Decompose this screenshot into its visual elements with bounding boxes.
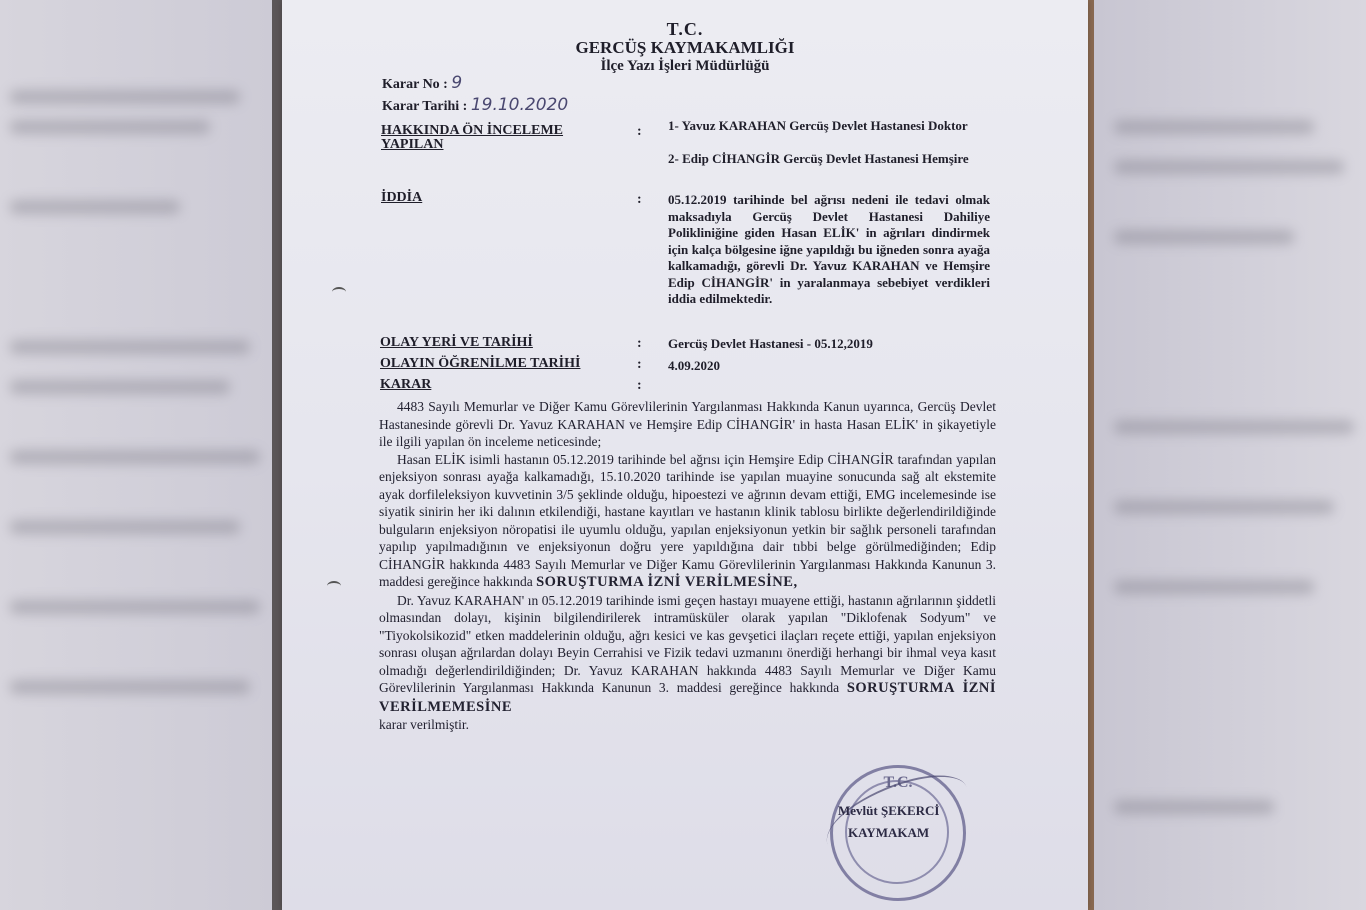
- iddia-value: 05.12.2019 tarihinde bel ağrısı nedeni ile tedavi olmak maksadıyla Gercüş Devlet Hastanesi Dahiliye Polikliniğine giden Hasan ELİK' in ağrıları dindirmek için kalça bölgesine iğne yapıldığı bu iğneden sonra ayağa kalkamadığı, görevli Dr. Yavuz KARAHAN ve Hemşire Edip CİHANGİR' in yaralanmaya sebebiyet verdikleri iddia edilmektedir.: [668, 192, 990, 306]
- hakkinda-label-1: HAKKINDA ÖN İNCELEME: [381, 123, 564, 138]
- stamp-tc-text: T.C.: [883, 774, 913, 791]
- karar-no-row: [382, 73, 462, 93]
- header-institution: GERCÜŞ KAYMAKAMLIĞI: [575, 38, 795, 57]
- signatory-name: Mevlüt ŞEKERCİ: [838, 803, 940, 818]
- blurred-background-left: [0, 0, 272, 910]
- colon: :: [637, 336, 642, 351]
- paragraph-2: [379, 451, 996, 592]
- karar-tarihi-label: Karar Tarihi :: [382, 99, 468, 114]
- karar-label: KARAR: [380, 377, 432, 392]
- paragraph-3-decision: SORUŞTURMA İZNİ VERİLMEMESİNE: [379, 680, 997, 715]
- paragraph-2-text: Hasan ELİK isimli hastanın 05.12.2019 tarihinde bel ağrısı için Hemşire Edip CİHANGİR tarafından yapılan enjeksiyon sonrası ayağa kalkamadığı, 15.10.2020 tarihinde ise yapılan muayine sonucunda sağ alt ekstemite ayak dorfileleksiyon kuvvetinin 3/5 şeklinde olduğu, hipoestezi ve ağrının devam ettiği, EMG incelemesinde ise siyatik sinirin her iki dalının etkilendiği, hastane kayıtları ve hastanın klinik tablosu birlikte değerlendirildiğinde bulguların enjeksiyon nöropatisi ile uyumlu olduğu, yapılan enjeksiyonun yetkin bir sağlık personeli tarafından yapılıp yapılmadığının ve enjeksiyonun doğru yere yapıldığına dair tıbbi belge görülmediğinden; Edip CİHANGİR hakkında 4483 Sayılı Memurlar ve Diğer Kamu Görevlilerinin Yargılanması Hakkında Kanunun 3. maddesi gereğince hakkında: [379, 451, 996, 589]
- colon: :: [637, 378, 642, 393]
- hakkinda-value-1: 1- Yavuz KARAHAN Gercüş Devlet Hastanesi Doktor: [668, 118, 968, 133]
- karar-tarihi-row: [382, 95, 568, 115]
- karar-tarihi-value: 19.10.2020: [470, 95, 569, 115]
- ogrenilme-value: 4.09.2020: [668, 358, 720, 373]
- punch-mark-icon: [332, 287, 346, 297]
- karar-no-label: Karar No :: [382, 77, 448, 92]
- colon: :: [637, 192, 642, 207]
- olay-yeri-value: Gercüş Devlet Hastanesi - 05.12,2019: [668, 336, 873, 351]
- ogrenilme-label: OLAYIN ÖĞRENİLME TARİHİ: [380, 356, 581, 371]
- signatory-title: KAYMAKAM: [848, 825, 930, 840]
- header-department: İlçe Yazı İşleri Müdürlüğü: [600, 58, 770, 74]
- paragraph-1: 4483 Sayılı Memurlar ve Diğer Kamu Görevlilerinin Yargılanması Hakkında Kanun uyarınca, Gercüş Devlet Hastanesinde görevli Dr. Yavuz KARAHAN ve Hemşire Edip CİHANGİR' in hasta Hasan ELİK' in şikayetiyle ile ilgili yapılan ön inceleme neticesinde;: [379, 399, 996, 449]
- colon: :: [637, 357, 642, 372]
- decision-body: [379, 398, 996, 734]
- paragraph-2-decision: SORUŞTURMA İZNİ VERİLMESİNE,: [536, 574, 798, 590]
- paragraph-3-text: Dr. Yavuz KARAHAN' ın 05.12.2019 tarihinde ismi geçen hastayı muayene ettiği, hastanın ağrılarının şiddetli olmasından dolayı, kişinin bilgilendirilerek intramüsküler olarak yapılan "Diklofenak Sodyum" ve "Tiyokolsikozid" etken maddelerinin olduğu, ağrı kesici ve kas gevşetici ilaçları reçete ettiği, yapılan enjeksiyon sonrası oluşan ağrılardan dolayı Beyin Cerrahisi ve Fizik tedavi uzmanını önerdiği herhangi bir ihmal veya kasıt olmadığı değerlendirildiğinden; Dr. Yavuz KARAHAN hakkında 4483 Sayılı Memurlar ve Diğer Kamu Görevlilerinin Yargılanması Hakkında Kanunun 3. maddesi gereğince hakkında: [379, 592, 996, 695]
- official-document: [282, 0, 1088, 910]
- header-tc: T.C.: [666, 19, 704, 39]
- paragraph-end: karar verilmiştir.: [379, 717, 469, 732]
- punch-mark-icon: [327, 581, 341, 591]
- olay-yeri-label: OLAY YERİ VE TARİHİ: [380, 335, 533, 350]
- hakkinda-label-2: YAPILAN: [381, 137, 444, 152]
- colon: :: [637, 124, 642, 139]
- paragraph-3: [379, 592, 996, 717]
- blurred-background-right: [1094, 0, 1366, 910]
- iddia-label: İDDİA: [381, 190, 423, 205]
- karar-no-value: 9: [451, 73, 463, 93]
- hakkinda-value-2: 2- Edip CİHANGİR Gercüş Devlet Hastanesi Hemşire: [668, 151, 969, 166]
